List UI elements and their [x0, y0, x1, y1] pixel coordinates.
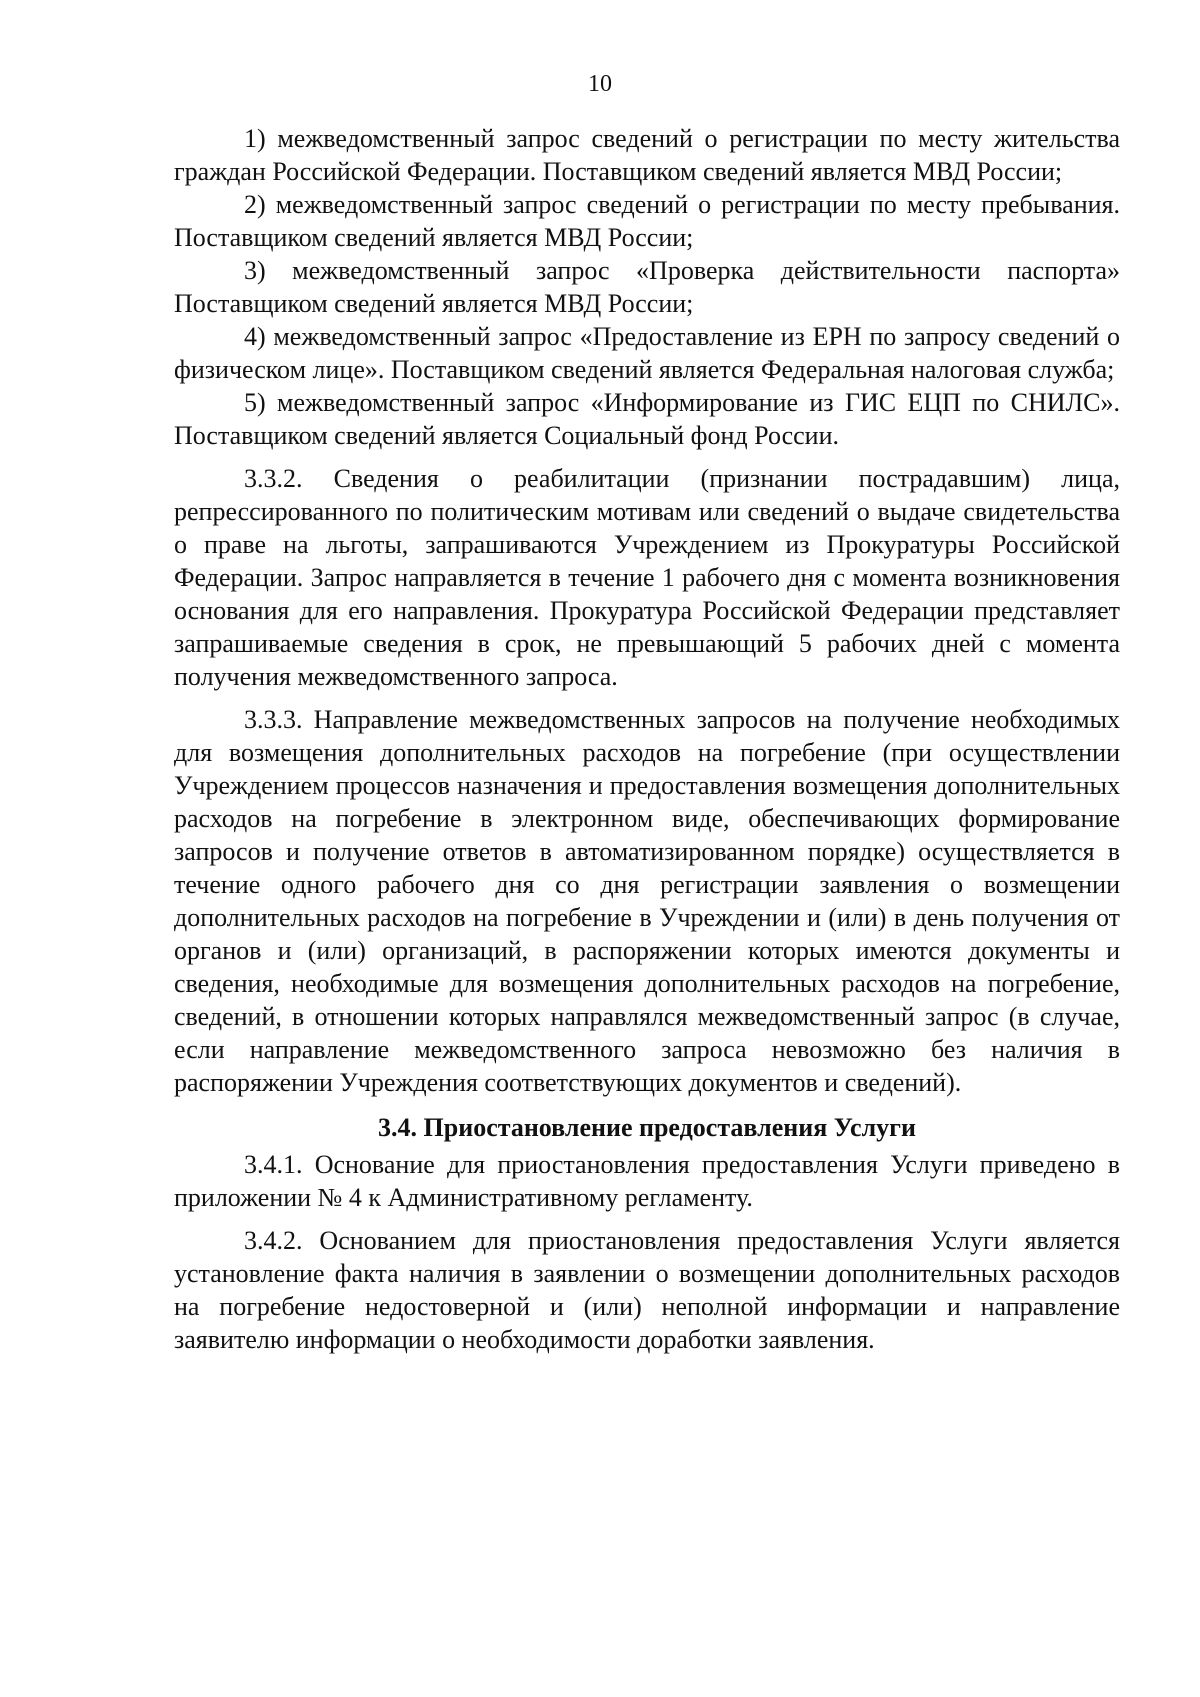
page-number: 10 [588, 71, 612, 97]
list-item: 3) межведомственный запрос «Проверка действительности паспорта» Поставщиком сведений является МВД России; [174, 256, 1120, 318]
list-item: 2) межведомственный запрос сведений о регистрации по месту пребывания. Поставщиком сведений является МВД России; [174, 190, 1120, 252]
list-item: 5) межведомственный запрос «Информирование из ГИС ЕЦП по СНИЛС». Поставщиком сведений является Социальный фонд России. [174, 388, 1120, 450]
list-item: 4) межведомственный запрос «Предоставление из ЕРН по запросу сведений о физическом лице». Поставщиком сведений является Федеральная налоговая служба; [174, 322, 1120, 384]
document-body [174, 122, 1120, 1356]
section-heading: 3.4. Приостановление предоставления Услуги [378, 1113, 916, 1142]
list-item: 1) межведомственный запрос сведений о регистрации по месту жительства граждан Российской Федерации. Поставщиком сведений является МВД России; [174, 124, 1120, 186]
paragraph-3-4-1: 3.4.1. Основание для приостановления предоставления Услуги приведено в приложении № 4 к Административному регламенту. [174, 1150, 1120, 1212]
paragraph-3-3-2: 3.3.2. Сведения о реабилитации (признании пострадавшим) лица, репрессированного по политическим мотивам или сведений о выдаче свидетельства о праве на льготы, запрашиваются Учреждением из Прокуратуры Российской Федерации. Запрос направляется в течение 1 рабочего дня с момента возникновения основания для его направления. Прокуратура Российской Федерации представляет запрашиваемые сведения в срок, не превышающий 5 рабочих дней с момента получения межведомственного запроса. [174, 464, 1120, 691]
paragraph-3-3-3: 3.3.3. Направление межведомственных запросов на получение необходимых для возмещения дополнительных расходов на погребение (при осуществлении Учреждением процессов назначения и предоставления возмещения дополнительных расходов на погребение в электронном виде, обеспечивающих формирование запросов и получение ответов в автоматизированном порядке) осуществляется в течение одного рабочего дня со дня регистрации заявления о возмещении дополнительных расходов на погребение в Учреждении и (или) в день получения от органов и (или) организаций, в распоряжении которых имеются документы и сведения, необходимые для возмещения дополнительных расходов на погребение, сведений, в отношении которых направлялся межведомственный запрос (в случае, если направление межведомственного запроса невозможно без наличия в распоряжении Учреждения соответствующих документов и сведений). [174, 705, 1120, 1097]
paragraph-3-4-2: 3.4.2. Основанием для приостановления предоставления Услуги является установление факта наличия в заявлении о возмещении дополнительных расходов на погребение недостоверной и (или) неполной информации и направление заявителю информации о необходимости доработки заявления. [174, 1226, 1120, 1354]
